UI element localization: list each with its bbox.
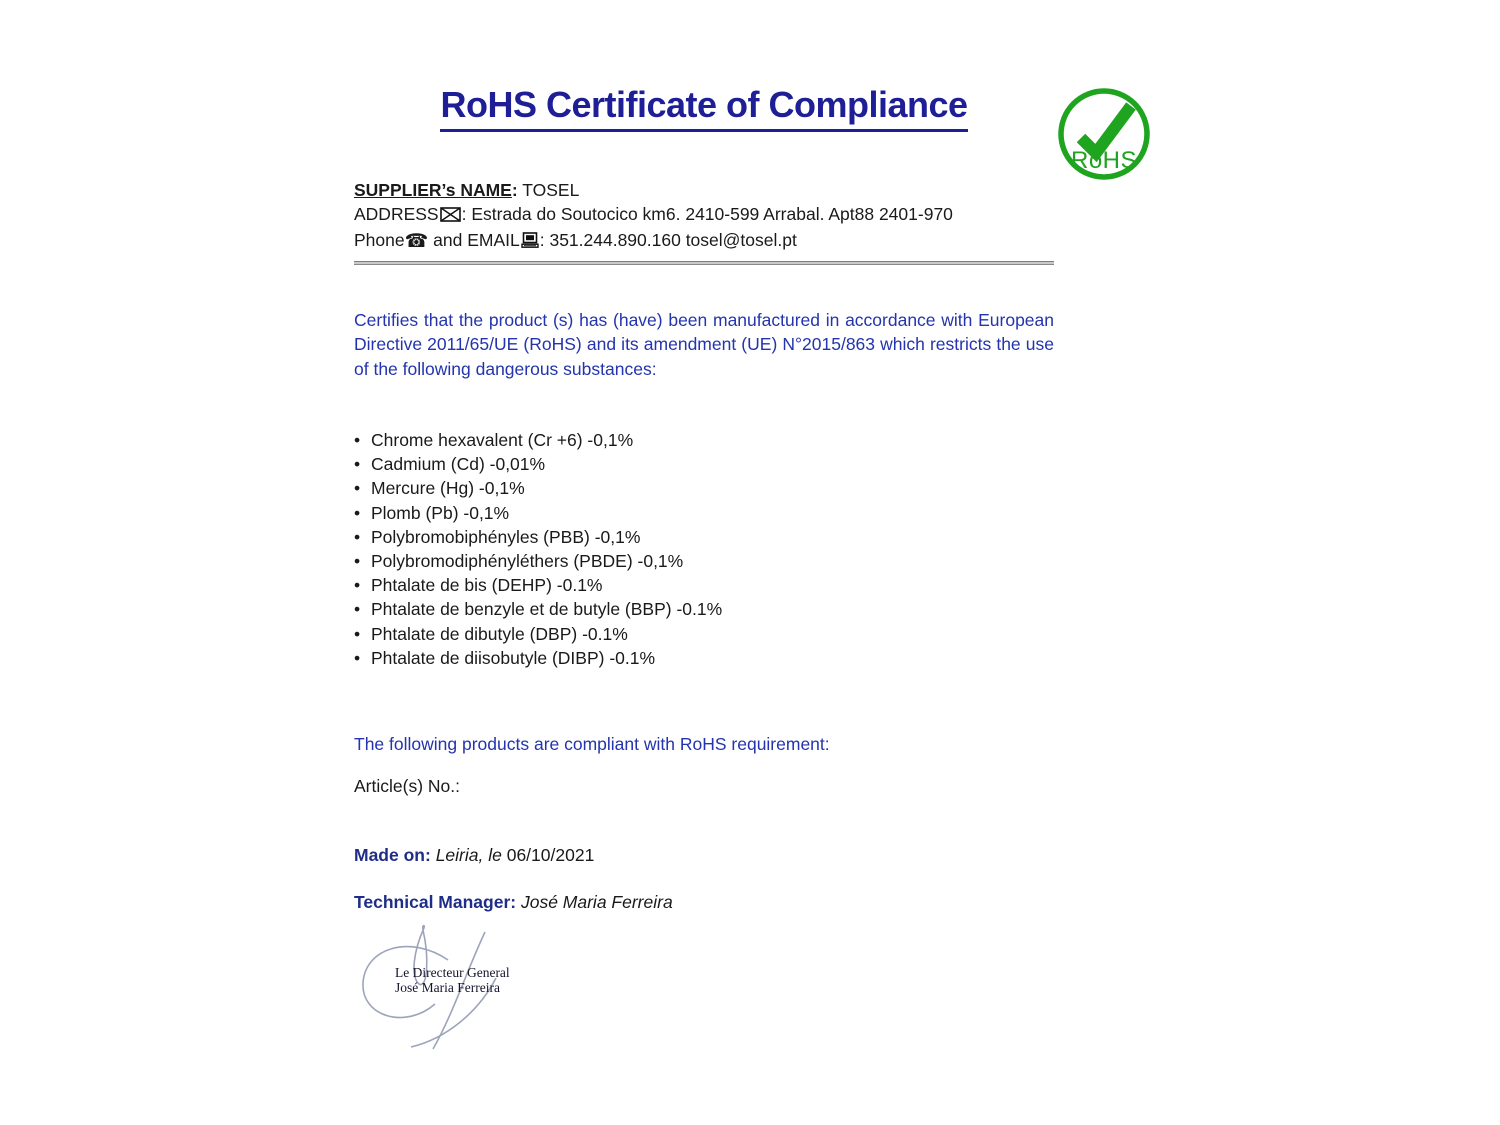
made-on-label: Made on: — [354, 845, 431, 865]
certification-paragraph: Certifies that the product (s) has (have) been manufactured in accordance with European Directive 2011/65/UE (RoHS) and its amendment (UE) N°2015/863 which restricts the use of the following dangerous substances: — [354, 310, 1054, 379]
made-on-date: 06/10/2021 — [506, 845, 595, 865]
supplier-contact-row — [354, 228, 1054, 254]
supplier-name-value: TOSEL — [522, 180, 580, 200]
signature-line2: José Maria Ferreira — [395, 980, 500, 995]
phone-icon: ☎ — [404, 230, 429, 252]
articles-label: Article(s) No.: — [354, 776, 460, 796]
substance-item: • Plomb (Pb) -0,1% — [354, 501, 1054, 525]
contact-value: : 351.244.890.160 tosel@tosel.pt — [539, 230, 797, 250]
substance-item: • Polybromodiphényléthers (PBDE) -0,1% — [354, 549, 1054, 573]
compliance-statement: The following products are compliant with RoHS requirement: — [354, 734, 830, 754]
and-email-label: and EMAIL — [428, 230, 520, 250]
supplier-name-sep: : — [511, 180, 518, 200]
supplier-name-row — [354, 178, 1054, 202]
substance-item: • Phtalate de dibutyle (DBP) -0.1% — [354, 622, 1054, 646]
supplier-info — [354, 178, 1054, 254]
substance-item: • Phtalate de diisobutyle (DIBP) -0.1% — [354, 646, 1054, 670]
technical-manager-name: José Maria Ferreira — [520, 892, 673, 912]
substance-item: • Chrome hexavalent (Cr +6) -0,1% — [354, 428, 1054, 452]
substance-item: • Cadmium (Cd) -0,01% — [354, 452, 1054, 476]
signature-block — [345, 918, 535, 1063]
supplier-name-label: SUPPLIER’s NAME — [354, 180, 512, 200]
technical-manager-label: Technical Manager: — [354, 892, 517, 912]
rohs-logo — [1056, 86, 1152, 182]
made-on-row — [354, 845, 1054, 866]
rohs-logo-label: RoHS — [1070, 147, 1138, 174]
substance-item: • Mercure (Hg) -0,1% — [354, 476, 1054, 500]
phone-label: Phone — [354, 230, 405, 250]
envelope-icon — [440, 204, 461, 228]
page-title: RoHS Certificate of Compliance — [440, 84, 967, 132]
supplier-address-row — [354, 202, 1054, 228]
signature-text — [395, 965, 535, 995]
substance-item: • Polybromobiphényles (PBB) -0,1% — [354, 525, 1054, 549]
address-label: ADDRESS — [354, 204, 439, 224]
section-divider — [354, 261, 1054, 265]
signature-line1: Le Directeur General — [395, 965, 510, 980]
substance-item: • Phtalate de benzyle et de butyle (BBP) -0.1% — [354, 597, 1054, 621]
substance-item: • Phtalate de bis (DEHP) -0.1% — [354, 573, 1054, 597]
computer-icon — [521, 230, 539, 254]
address-value: : Estrada do Soutocico km6. 2410-599 Arrabal. Apt88 2401-970 — [461, 204, 953, 224]
technical-manager-row — [354, 892, 1054, 913]
made-on-place: Leiria, le — [435, 845, 502, 865]
substances-list — [354, 428, 1054, 670]
document-header — [354, 84, 1054, 132]
